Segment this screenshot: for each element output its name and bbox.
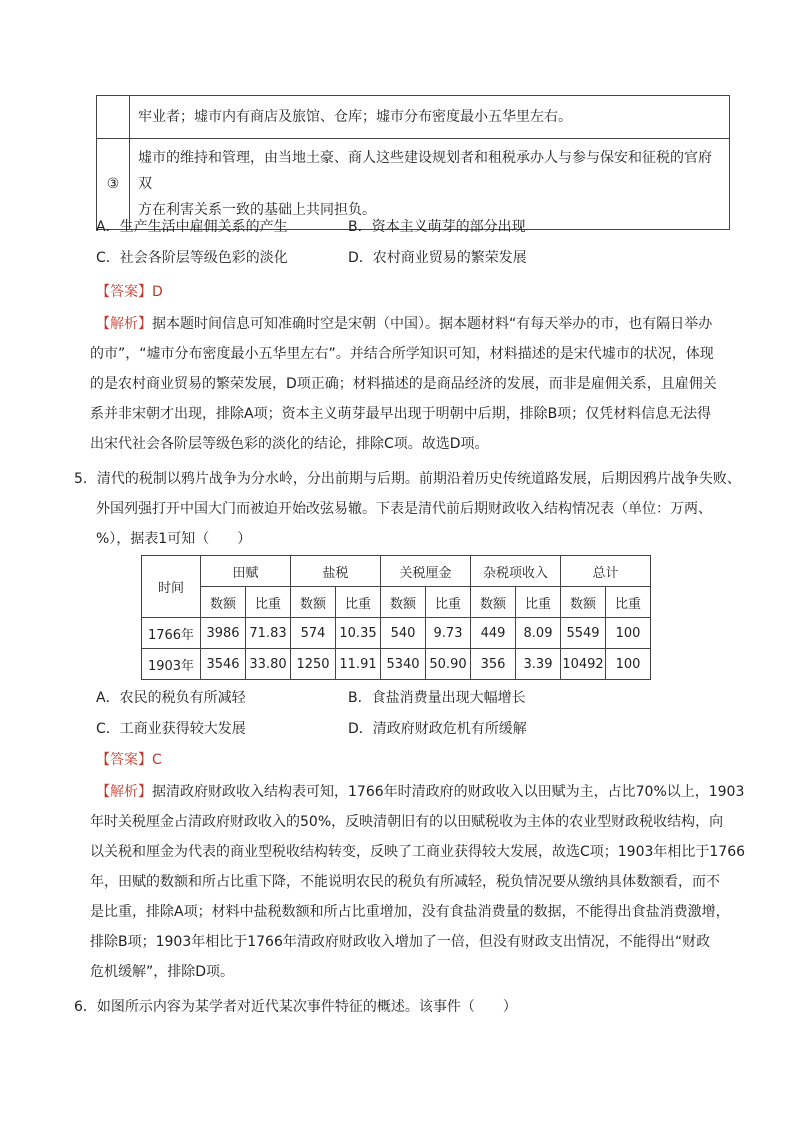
q4-answer: 【答案】D bbox=[96, 284, 163, 300]
table-cell: 3986 bbox=[201, 618, 246, 649]
table-cell: 10.35 bbox=[336, 618, 381, 649]
q5-analysis-line: 排除B项；1903年相比于1766年清政府财政收入增加了一倍，但没有财政支出情况，不能得出“财政 bbox=[90, 934, 711, 950]
table-subheader: 比重 bbox=[426, 587, 471, 618]
table-cell: 5549 bbox=[561, 618, 606, 649]
material-row-number: ③ bbox=[97, 139, 130, 230]
material-row-line: 墟市的维持和管理，由当地土豪、商人这些建设规划者和租税承办人与参与保安和征税的官府双 bbox=[138, 150, 712, 192]
q5-stem-line: %），据表1可知（ ） bbox=[96, 531, 252, 547]
material-row-text: 牢业者；墟市内有商店及旅馆、仓库；墟市分布密度最小五华里左右。 bbox=[130, 96, 730, 139]
table-cell: 33.80 bbox=[246, 649, 291, 680]
table-cell: 449 bbox=[471, 618, 516, 649]
q4-option-c: C．社会各阶层等级色彩的淡化 bbox=[96, 250, 288, 266]
material-table bbox=[96, 95, 730, 230]
q5-option-d: D．清政府财政危机有所缓解 bbox=[348, 721, 527, 737]
table-subheader: 数额 bbox=[201, 587, 246, 618]
material-row-line: 方在利害关系一致的基础上共同担负。 bbox=[138, 202, 376, 218]
q4-option-a: A．生产生活中雇佣关系的产生 bbox=[96, 219, 288, 235]
table-header-group: 田赋 bbox=[201, 556, 291, 587]
q5-analysis-tag: 【解析】 bbox=[96, 784, 152, 800]
material-row bbox=[97, 96, 730, 139]
q4-analysis-tag: 【解析】 bbox=[96, 316, 152, 332]
finance-table bbox=[141, 555, 651, 680]
q5-option-c: C．工商业获得较大发展 bbox=[96, 721, 246, 737]
table-cell: 1250 bbox=[291, 649, 336, 680]
table-subheader: 比重 bbox=[336, 587, 381, 618]
q4-analysis-line: 的市”，“墟市分布密度最小五华里左右”。并结合所学知识可知，材料描述的是宋代墟市的状况，体现 bbox=[90, 346, 714, 362]
table-cell: 574 bbox=[291, 618, 336, 649]
table-cell-year: 1766年 bbox=[142, 618, 201, 649]
q5-option-a: A．农民的税负有所减轻 bbox=[96, 690, 246, 706]
table-cell: 8.09 bbox=[516, 618, 561, 649]
q5-analysis-line: 年，田赋的数额和所占比重下降，不能说明农民的税负有所减轻，税负情况要从缴纳具体数额看，而不 bbox=[90, 874, 720, 890]
q5-analysis-line: 危机缓解”，排除D项。 bbox=[90, 964, 235, 980]
q5-answer: 【答案】C bbox=[96, 752, 162, 768]
table-subheader: 比重 bbox=[606, 587, 651, 618]
table-header-time: 时间 bbox=[142, 556, 201, 618]
table-cell: 3546 bbox=[201, 649, 246, 680]
table-cell: 540 bbox=[381, 618, 426, 649]
table-cell: 9.73 bbox=[426, 618, 471, 649]
table-subheader: 数额 bbox=[291, 587, 336, 618]
q5-stem-line: 外国列强打开中国大门而被迫开始改弦易辙。下表是清代前后期财政收入结构情况表（单位：万两、 bbox=[96, 501, 712, 517]
table-cell: 100 bbox=[606, 649, 651, 680]
q4-analysis-line: 的是农村商业贸易的繁荣发展，D项正确；材料描述的是商品经济的发展，而非是雇佣关系，且雇佣关 bbox=[90, 376, 717, 392]
q4-option-b: B．资本主义萌芽的部分出现 bbox=[348, 219, 526, 235]
q4-option-d: D．农村商业贸易的繁荣发展 bbox=[348, 250, 527, 266]
table-cell: 71.83 bbox=[246, 618, 291, 649]
q5-stem-line: 5．清代的税制以鸦片战争为分水岭，分出前期与后期。前期沿着历史传统道路发展，后期因鸦片战争失败、 bbox=[74, 471, 741, 487]
table-subheader: 数额 bbox=[471, 587, 516, 618]
table-subheader: 数额 bbox=[561, 587, 606, 618]
table-cell: 5340 bbox=[381, 649, 426, 680]
q5-analysis-line bbox=[96, 781, 744, 803]
q6-stem: 6．如图所示内容为某学者对近代某次事件特征的概述。该事件（ ） bbox=[74, 999, 517, 1015]
table-header-group: 盐税 bbox=[291, 556, 381, 587]
table-header-group: 杂税项收入 bbox=[471, 556, 561, 587]
q5-analysis-line: 以关税和厘金为代表的商业型税收结构转变，反映了工商业获得较大发展，故选C项；1903年相比于1766 bbox=[90, 844, 746, 860]
q5-analysis-line: 年时关税厘金占清政府财政收入的50%，反映清朝旧有的以田赋税收为主体的农业型财政税收结构，向 bbox=[90, 814, 724, 830]
table-cell: 11.91 bbox=[336, 649, 381, 680]
q4-analysis-text: 据本题时间信息可知准确时空是宋朝（中国）。据本题材料“有每天举办的市，也有隔日举办 bbox=[152, 316, 713, 332]
q4-analysis-line bbox=[96, 313, 712, 335]
q4-analysis-line: 系并非宋朝才出现，排除A项；资本主义萌芽最早出现于明朝中后期，排除B项；仅凭材料信息无法得 bbox=[90, 406, 712, 422]
table-subheader: 比重 bbox=[516, 587, 561, 618]
table-subheader: 数额 bbox=[381, 587, 426, 618]
table-cell: 3.39 bbox=[516, 649, 561, 680]
table-cell: 50.90 bbox=[426, 649, 471, 680]
table-header-group: 关税厘金 bbox=[381, 556, 471, 587]
table-subheader: 比重 bbox=[246, 587, 291, 618]
q5-option-b: B．食盐消费量出现大幅增长 bbox=[348, 690, 526, 706]
q5-analysis-text: 据清政府财政收入结构表可知，1766年时清政府的财政收入以田赋为主，占比70%以上，1903 bbox=[152, 784, 745, 800]
table-cell-year: 1903年 bbox=[142, 649, 201, 680]
table-row bbox=[142, 649, 651, 680]
material-row-number bbox=[97, 96, 130, 139]
q5-analysis-line: 是比重，排除A项；材料中盐税数额和所占比重增加，没有食盐消费量的数据，不能得出食盐消费激增， bbox=[90, 904, 730, 920]
table-cell: 356 bbox=[471, 649, 516, 680]
table-cell: 10492 bbox=[561, 649, 606, 680]
table-row bbox=[142, 618, 651, 649]
q4-analysis-line: 出宋代社会各阶层等级色彩的淡化的结论，排除C项。故选D项。 bbox=[90, 436, 489, 452]
table-cell: 100 bbox=[606, 618, 651, 649]
table-header-group: 总计 bbox=[561, 556, 651, 587]
